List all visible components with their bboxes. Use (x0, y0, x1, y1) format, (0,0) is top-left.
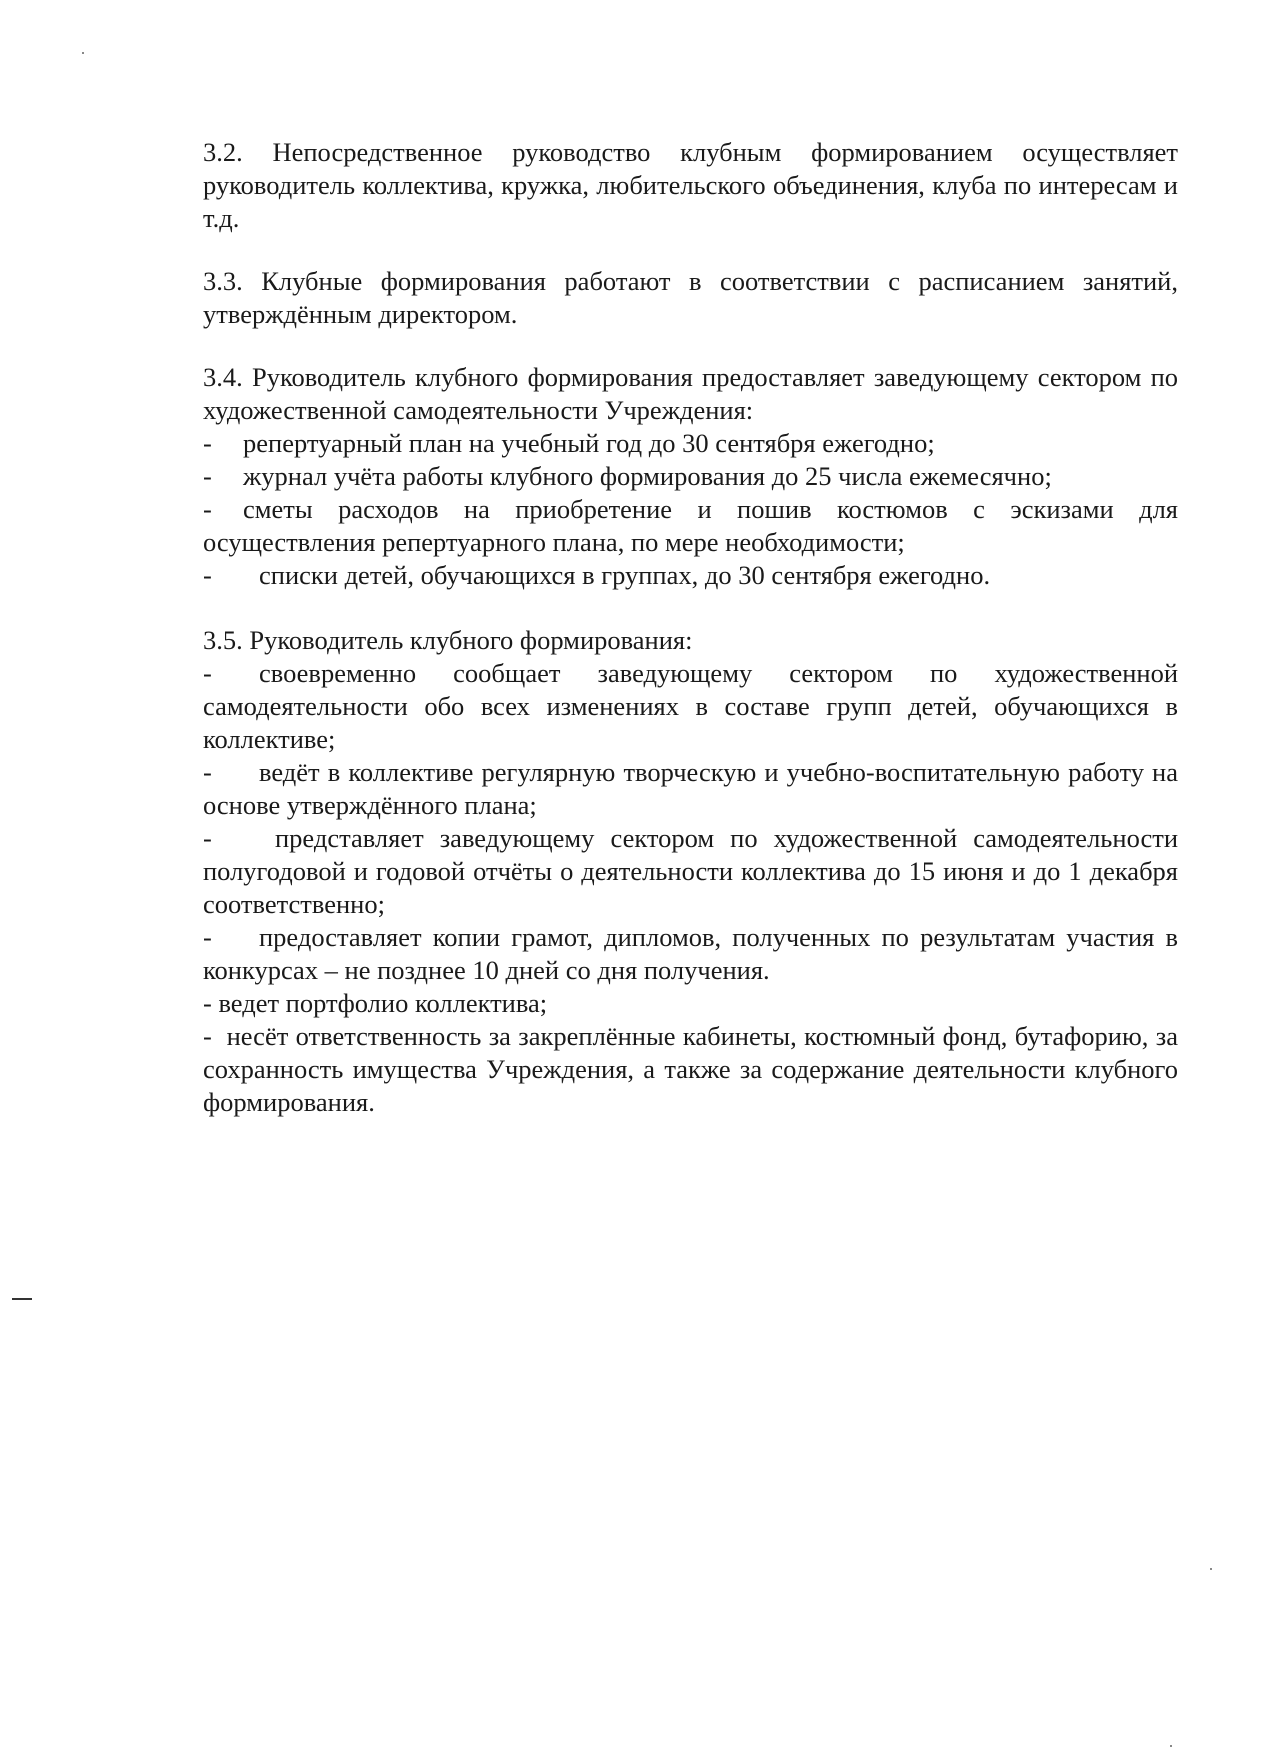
list-item: - журнал учёта работы клубного формирования до 25 числа ежемесячно; (203, 461, 1052, 491)
section-3-3: 3.3. Клубные формирования работают в соответствии с расписанием занятий, утверждённым директором. (203, 266, 1178, 329)
bullet-dash: - (203, 823, 212, 853)
list-item: - своевременно сообщает заведующему сектором по художественной самодеятельности обо всех изменениях в составе групп детей, обучающихся в коллективе; (203, 658, 1178, 754)
bullet-dash: - (203, 1021, 212, 1051)
list-item: - ведёт в коллективе регулярную творческую и учебно-воспитательную работу на основе утверждённого плана; (203, 757, 1178, 820)
bullet-dash: - (203, 658, 212, 688)
section-3-5-intro: 3.5. Руководитель клубного формирования: (203, 625, 693, 655)
document-body (203, 136, 1178, 1151)
list-item: - ведет портфолио коллектива; (203, 988, 548, 1018)
bullet-dash: - (203, 428, 212, 458)
list-item: - сметы расходов на приобретение и пошив костюмов с эскизами для осуществления репертуарного плана, по мере необходимости; (203, 494, 1178, 557)
section-3-5 (203, 624, 1178, 1119)
list-item: - несёт ответственность за закреплённые кабинеты, костюмный фонд, бутафорию, за сохранность имущества Учреждения, а также за содержание деятельности клубного формирования. (203, 1021, 1179, 1117)
section-3-4 (203, 361, 1178, 592)
bullet-dash: - (203, 922, 212, 952)
list-item: - предоставляет копии грамот, дипломов, полученных по результатам участия в конкурсах – не позднее 10 дней со дня получения. (203, 922, 1178, 985)
bullet-dash: - (203, 757, 212, 787)
scan-speck (82, 52, 84, 54)
section-3-2: 3.2. Непосредственное руководство клубным формированием осуществляет руководитель коллектива, кружка, любительского объединения, клуба по интересам и т.д. (203, 137, 1178, 233)
scan-speck (1170, 1745, 1172, 1747)
section-3-4-intro: 3.4. Руководитель клубного формирования предоставляет заведующему сектором по художественной самодеятельности Учреждения: (203, 362, 1178, 425)
list-item: - списки детей, обучающихся в группах, до 30 сентября ежегодно. (203, 560, 991, 590)
margin-mark (12, 1298, 32, 1300)
bullet-dash: - (203, 494, 212, 524)
bullet-dash: - (203, 461, 212, 491)
list-item: - репертуарный план на учебный год до 30 сентября ежегодно; (203, 428, 935, 458)
bullet-dash: - (203, 988, 212, 1018)
bullet-dash: - (203, 560, 212, 590)
list-item: - представляет заведующему сектором по художественной самодеятельности полугодовой и годовой отчёты о деятельности коллектива до 15 июня и до 1 декабря соответственно; (203, 823, 1178, 919)
scan-speck (1210, 1568, 1212, 1570)
